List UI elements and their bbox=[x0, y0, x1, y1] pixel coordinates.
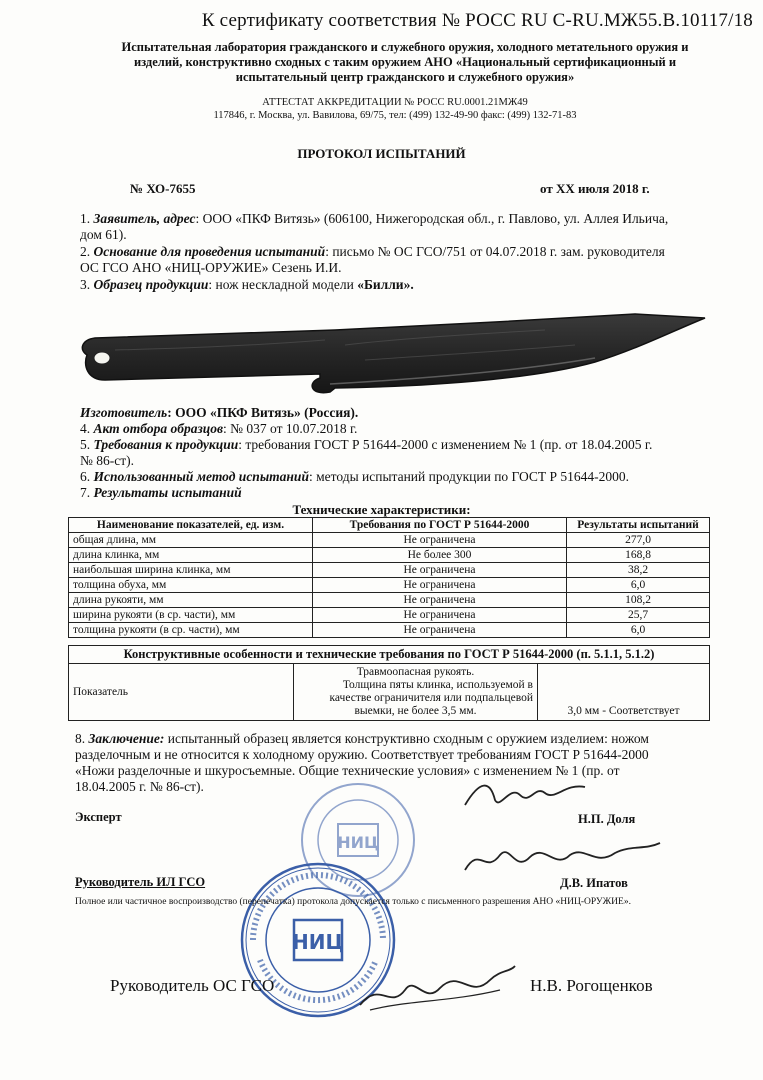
param-name: толщина обуха, мм bbox=[69, 578, 313, 593]
protocol-title: ПРОТОКОЛ ИСПЫТАНИЙ bbox=[297, 146, 466, 161]
protocol-number: № ХО-7655 bbox=[130, 181, 196, 196]
conclusion-label: Заключение: bbox=[88, 731, 165, 746]
item-label: Акт отбора образцов bbox=[93, 421, 224, 436]
lab-name bbox=[70, 40, 740, 85]
head-name: Д.В. Ипатов bbox=[560, 876, 628, 890]
item-text: : нож нескладной модели bbox=[208, 277, 358, 292]
item-label: Использованный метод испытаний bbox=[93, 469, 309, 484]
requirement-line: выемки, не более 3,5 мм. bbox=[354, 705, 477, 717]
constructive-label: Показатель bbox=[69, 664, 294, 721]
column-header: Наименование показателей, ед. изм. bbox=[69, 518, 313, 533]
param-requirement: Не ограничена bbox=[313, 563, 567, 578]
param-result: 25,7 bbox=[567, 608, 710, 623]
table-row bbox=[69, 608, 710, 623]
table-row bbox=[69, 664, 710, 721]
table-row bbox=[69, 623, 710, 638]
item-basis bbox=[80, 244, 720, 276]
certificate-reference: К сертификату соответствия № РОСС RU С-RU.МЖ55.В.10117/18 bbox=[201, 10, 753, 31]
constructive-table bbox=[68, 645, 710, 721]
table-row bbox=[69, 593, 710, 608]
table-row bbox=[69, 563, 710, 578]
param-requirement: Не ограничена bbox=[313, 533, 567, 548]
param-name: длина клинка, мм bbox=[69, 548, 313, 563]
os-label: Руководитель ОС ГСО bbox=[110, 976, 275, 995]
param-name: длина рукояти, мм bbox=[69, 593, 313, 608]
item-text: ОС ГСО АНО «НИЦ-ОРУЖИЕ» Сезень И.И. bbox=[80, 260, 342, 275]
item-label: Заявитель, адрес bbox=[93, 211, 196, 226]
param-result: 277,0 bbox=[567, 533, 710, 548]
requirement-line: Толщина пяты клинка, используемой в bbox=[342, 679, 533, 691]
item-text: дом 61). bbox=[80, 227, 127, 242]
item-number: 4. bbox=[80, 421, 91, 436]
lab-line-3: испытательный центр гражданского и служебного оружия» bbox=[235, 70, 575, 84]
seal-emblem: НИЦ bbox=[337, 833, 379, 852]
param-name: наибольшая ширина клинка, мм bbox=[69, 563, 313, 578]
item-manufacturer bbox=[80, 405, 720, 421]
param-result: 6,0 bbox=[567, 578, 710, 593]
param-requirement: Не ограничена bbox=[313, 623, 567, 638]
table-row bbox=[69, 646, 710, 664]
conclusion-text: разделочным и не относится к холодному оружию. Соответствует требованиям ГОСТ Р 51644-2000 bbox=[75, 747, 649, 762]
item-text: : № 037 от 10.07.2018 г. bbox=[223, 421, 358, 436]
copy-notice: Полное или частичное воспроизводство (перепечатка) протокола допускается только с письменного разрешения АНО «НИЦ-ОРУЖИЕ». bbox=[75, 897, 631, 907]
table-row bbox=[69, 533, 710, 548]
item-sampling-act bbox=[80, 421, 720, 437]
conclusion-text: «Ножи разделочные и шкуросъемные. Общие технические условия» с изменением № 1 (пр. от bbox=[75, 763, 620, 778]
item-text: : ООО «ПКФ Витязь» (606100, Нижегородская обл., г. Павлово, ул. Аллея Ильича, bbox=[195, 211, 669, 226]
item-label: Образец продукции bbox=[93, 277, 209, 292]
param-requirement: Не ограничена bbox=[313, 578, 567, 593]
column-header: Результаты испытаний bbox=[567, 518, 710, 533]
item-sample bbox=[80, 277, 720, 293]
param-requirement: Не ограничена bbox=[313, 593, 567, 608]
constructive-title: Конструктивные особенности и технические требования по ГОСТ Р 51644-2000 (п. 5.1.1, 5.1.2) bbox=[69, 646, 710, 664]
expert-signature bbox=[460, 775, 590, 815]
param-result: 168,8 bbox=[567, 548, 710, 563]
os-name: Н.В. Рогощенков bbox=[530, 976, 653, 995]
table-header-row bbox=[69, 518, 710, 533]
table-row bbox=[69, 548, 710, 563]
conclusion-text: 18.04.2005 г. № 86-ст). bbox=[75, 779, 204, 794]
lab-line-1: Испытательная лаборатория гражданского и служебного оружия, холодного метательного оружия и bbox=[121, 40, 689, 54]
os-signature bbox=[350, 960, 520, 1020]
expert-label: Эксперт bbox=[75, 810, 122, 824]
table-row bbox=[69, 578, 710, 593]
item-number: 8. bbox=[75, 731, 86, 746]
lab-line-2: изделий, конструктивно сходных с таким оружием АНО «Национальный сертификационный и bbox=[133, 55, 677, 69]
item-number: 5. bbox=[80, 437, 91, 452]
spec-title: Технические характеристики: bbox=[292, 502, 471, 517]
item-text: № 86-ст). bbox=[80, 453, 135, 468]
param-requirement: Не ограничена bbox=[313, 608, 567, 623]
item-requirements bbox=[80, 437, 720, 469]
item-applicant bbox=[80, 211, 720, 243]
item-number: 2. bbox=[80, 244, 91, 259]
constructive-requirement bbox=[294, 664, 538, 721]
column-header: Требования по ГОСТ Р 51644-2000 bbox=[313, 518, 567, 533]
param-name: общая длина, мм bbox=[69, 533, 313, 548]
param-result: 108,2 bbox=[567, 593, 710, 608]
protocol-date: от ХХ июля 2018 г. bbox=[540, 181, 650, 196]
spec-table bbox=[68, 517, 710, 638]
conclusion-text: испытанный образец является конструктивно сходным с оружием изделием: ножом bbox=[164, 731, 649, 746]
requirement-line: Травмоопасная рукоять. bbox=[356, 666, 475, 678]
item-text: : требования ГОСТ Р 51644-2000 с изменением № 1 (пр. от 18.04.2005 г. bbox=[238, 437, 653, 452]
requirement-line: качестве ограничителя или подпальцевой bbox=[329, 692, 533, 704]
expert-name: Н.П. Доля bbox=[578, 812, 636, 826]
seal-emblem: НИЦ bbox=[291, 930, 345, 954]
accreditation-number: АТТЕСТАТ АККРЕДИТАЦИИ № РОСС RU.0001.21МЖ49 bbox=[262, 97, 528, 108]
accreditation-block bbox=[60, 96, 730, 122]
item-text: : письмо № ОС ГСО/751 от 04.07.2018 г. зам. руководителя bbox=[325, 244, 665, 259]
head-label: Руководитель ИЛ ГСО bbox=[75, 875, 206, 889]
param-requirement: Не более 300 bbox=[313, 548, 567, 563]
item-results bbox=[80, 485, 720, 501]
item-text: : ООО «ПКФ Витязь» (Россия). bbox=[167, 405, 359, 420]
item-text: : методы испытаний продукции по ГОСТ Р 51644-2000. bbox=[308, 469, 630, 484]
constructive-result: 3,0 мм - Соответствует bbox=[538, 664, 710, 721]
item-label: Результаты испытаний bbox=[93, 485, 242, 500]
item-number: 3. bbox=[80, 277, 91, 292]
lab-address: 117846, г. Москва, ул. Вавилова, 69/75, тел: (499) 132-49-90 факс: (499) 132-71-83 bbox=[213, 110, 577, 121]
param-result: 38,2 bbox=[567, 563, 710, 578]
param-name: толщина рукояти (в ср. части), мм bbox=[69, 623, 313, 638]
knife-photo bbox=[75, 300, 715, 400]
param-name: ширина рукояти (в ср. части), мм bbox=[69, 608, 313, 623]
item-number: 7. bbox=[80, 485, 91, 500]
item-label: Изготовитель bbox=[80, 405, 168, 420]
item-label: Требования к продукции bbox=[93, 437, 239, 452]
item-method bbox=[80, 469, 720, 485]
item-number: 6. bbox=[80, 469, 91, 484]
item-number: 1. bbox=[80, 211, 91, 226]
knife-model: «Билли». bbox=[357, 277, 414, 292]
item-label: Основание для проведения испытаний bbox=[93, 244, 326, 259]
param-result: 6,0 bbox=[567, 623, 710, 638]
